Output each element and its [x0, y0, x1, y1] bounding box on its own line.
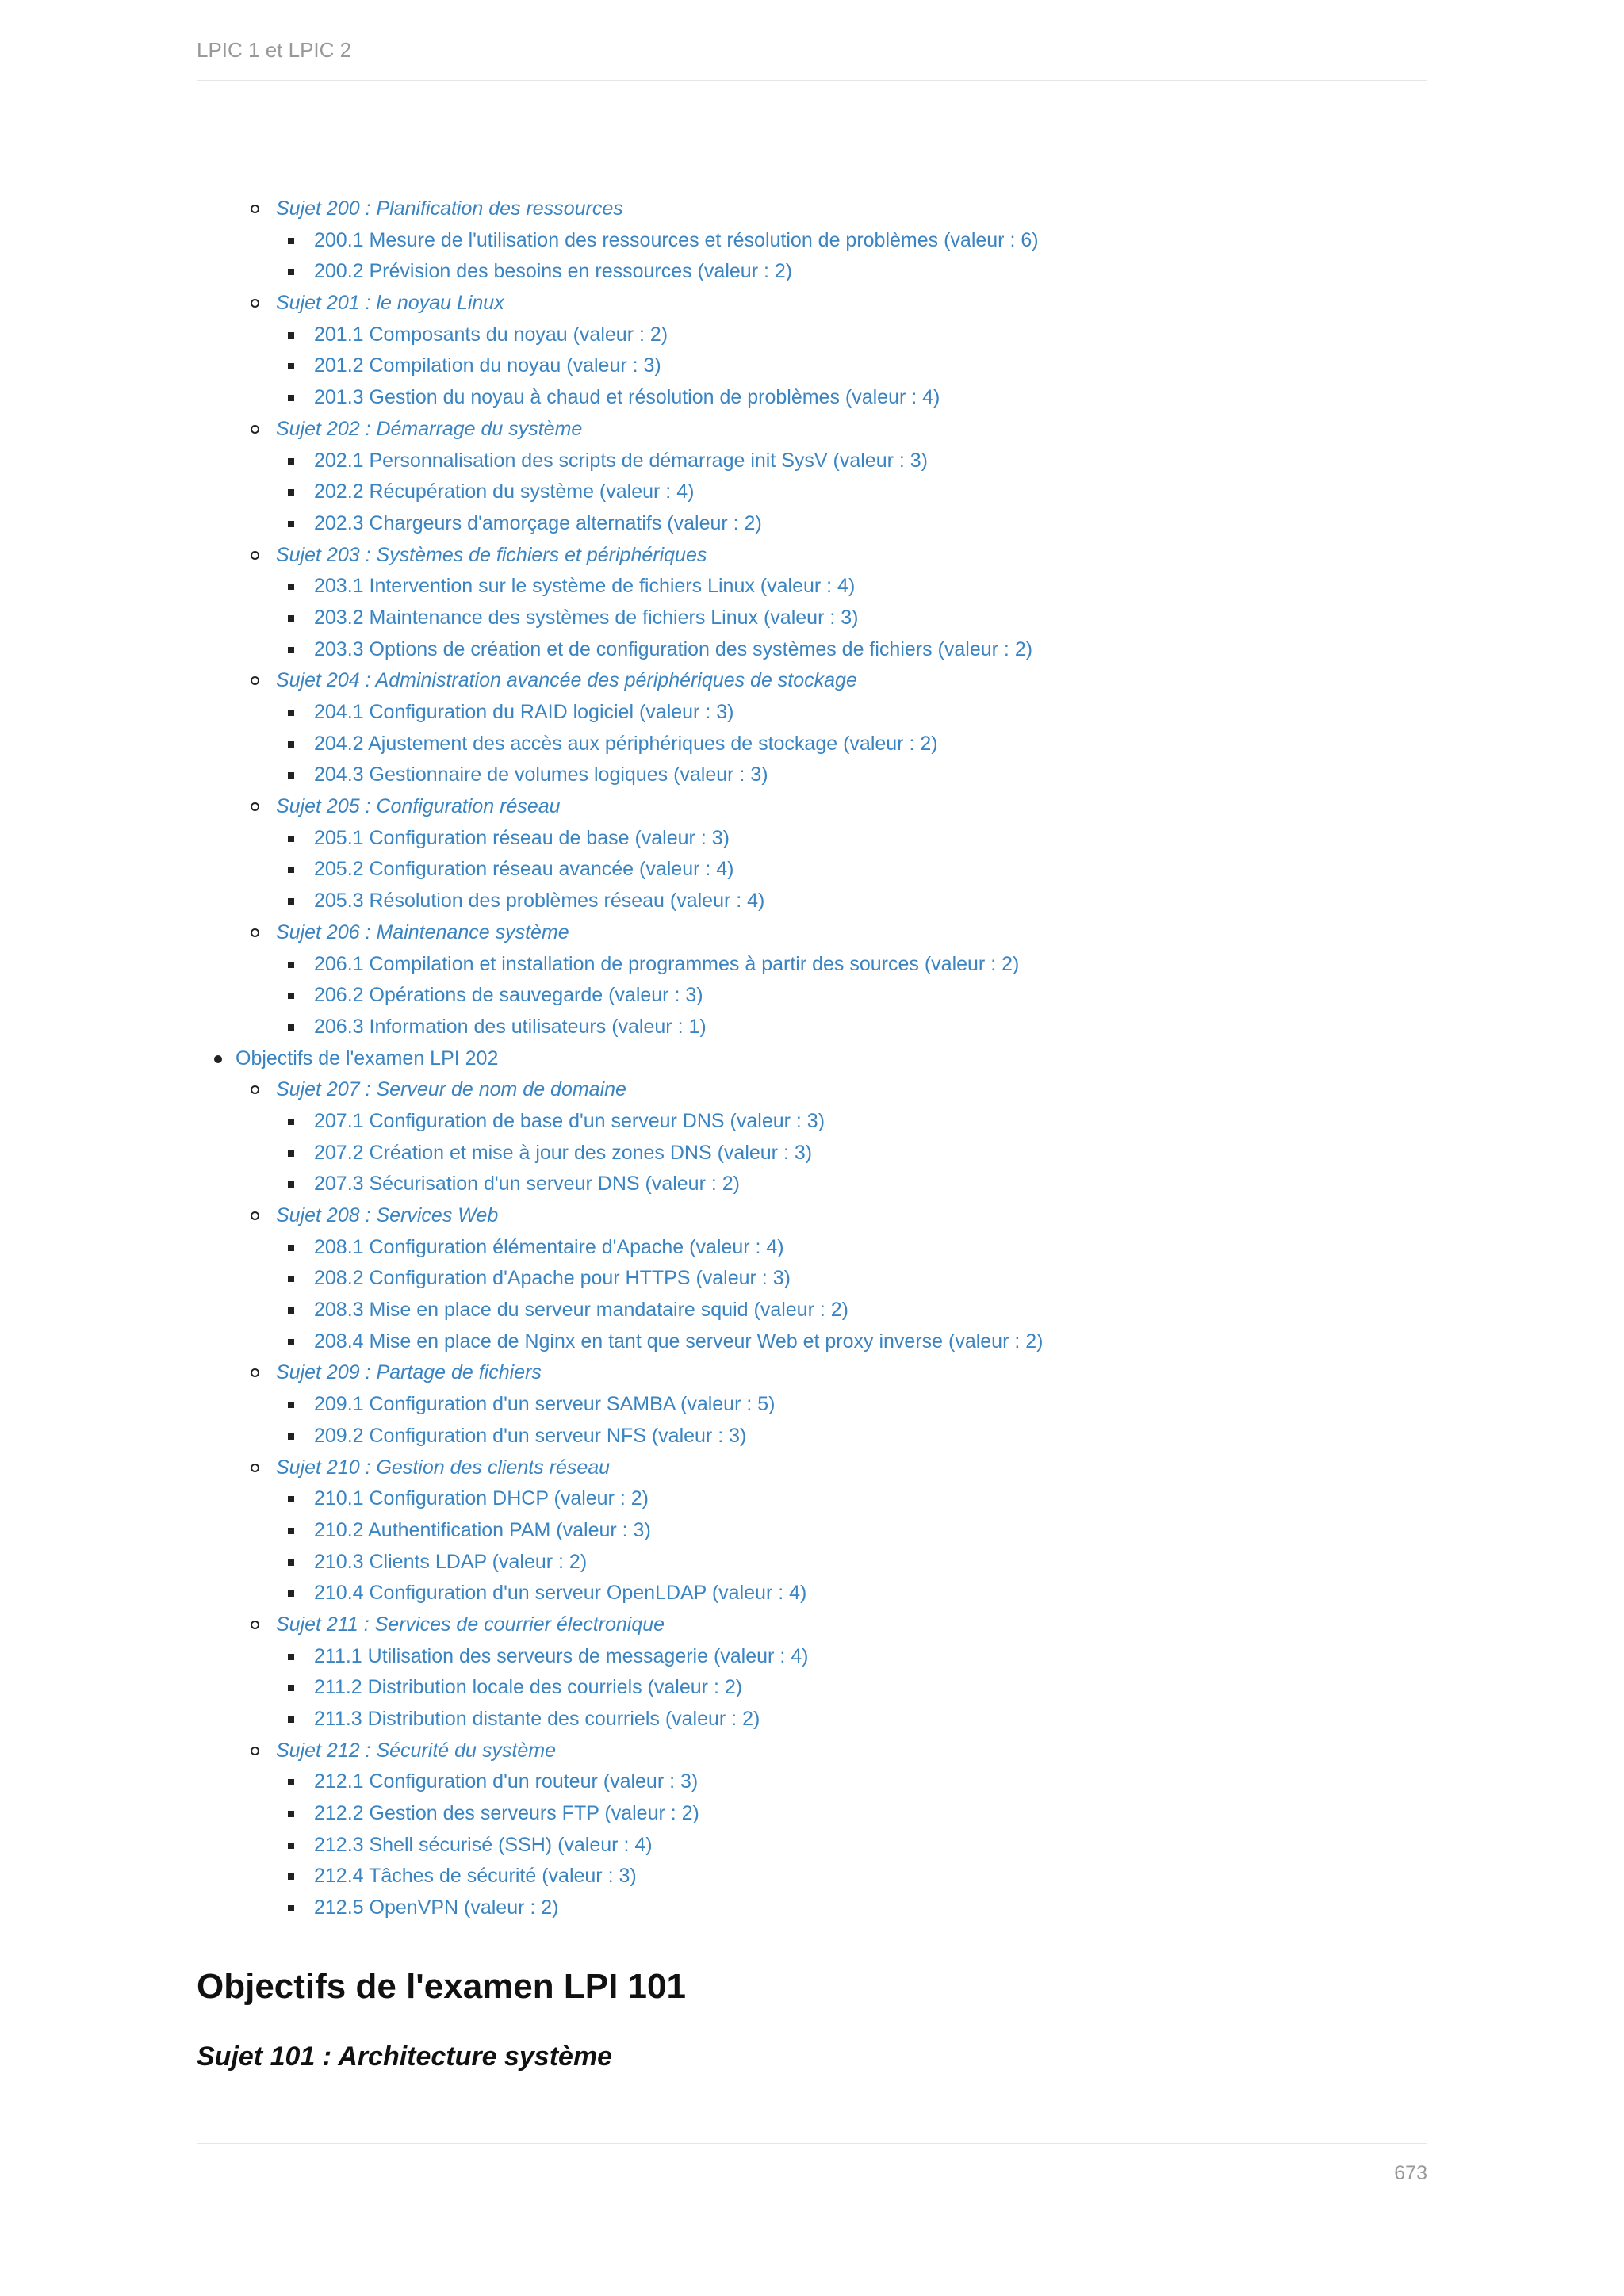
toc-link[interactable]: Sujet 211 : Services de courrier électronique — [276, 1613, 665, 1636]
toc-link[interactable]: 205.2 Configuration réseau avancée (valeur : 4) — [314, 858, 734, 881]
toc-item-level-3[interactable] — [197, 1798, 1427, 1830]
toc-link[interactable]: 210.2 Authentification PAM (valeur : 3) — [314, 1518, 651, 1541]
toc-link[interactable]: Objectifs de l'examen LPI 202 — [236, 1047, 499, 1070]
circle-bullet-icon — [251, 1464, 259, 1472]
toc-item-level-3[interactable] — [197, 1547, 1427, 1578]
toc-link[interactable]: 210.3 Clients LDAP (valeur : 2) — [314, 1550, 588, 1573]
square-bullet-icon — [288, 269, 294, 275]
toc-item-level-2[interactable] — [197, 791, 1427, 823]
toc-item-level-3[interactable] — [197, 508, 1427, 540]
toc-link[interactable]: 212.5 OpenVPN (valeur : 2) — [314, 1896, 559, 1919]
toc-item-level-2[interactable] — [197, 414, 1427, 446]
circle-bullet-icon — [251, 676, 259, 685]
toc-link[interactable]: 204.3 Gestionnaire de volumes logiques (valeur : 3) — [314, 763, 768, 786]
square-bullet-icon — [288, 1873, 294, 1880]
toc-item-level-3[interactable] — [197, 603, 1427, 634]
toc-link[interactable]: 203.1 Intervention sur le système de fichiers Linux (valeur : 4) — [314, 575, 856, 598]
toc-link[interactable]: 211.2 Distribution locale des courriels (valeur : 2) — [314, 1676, 743, 1699]
toc-link[interactable]: 208.2 Configuration d'Apache pour HTTPS (valeur : 3) — [314, 1267, 791, 1290]
square-bullet-icon — [288, 710, 294, 716]
section-heading: Objectifs de l'examen LPI 101 — [197, 1967, 686, 2006]
toc-item-level-3[interactable] — [197, 949, 1427, 981]
square-bullet-icon — [288, 1245, 294, 1251]
toc-item-level-3[interactable] — [197, 225, 1427, 257]
toc-item-level-2[interactable] — [197, 917, 1427, 949]
table-of-contents — [197, 193, 1427, 1924]
toc-item-level-3[interactable] — [197, 476, 1427, 508]
toc-link[interactable]: 201.3 Gestion du noyau à chaud et résolution de problèmes (valeur : 4) — [314, 386, 940, 409]
toc-link[interactable]: Sujet 209 : Partage de fichiers — [276, 1361, 542, 1384]
circle-bullet-icon — [251, 1747, 259, 1755]
toc-item-level-3[interactable] — [197, 760, 1427, 791]
toc-item-level-3[interactable] — [197, 1106, 1427, 1138]
square-bullet-icon — [288, 962, 294, 968]
toc-link[interactable]: 206.2 Opérations de sauvegarde (valeur : 3) — [314, 984, 703, 1007]
circle-bullet-icon — [251, 1211, 259, 1220]
square-bullet-icon — [288, 458, 294, 465]
square-bullet-icon — [288, 1339, 294, 1345]
square-bullet-icon — [288, 1843, 294, 1849]
toc-link[interactable]: 212.3 Shell sécurisé (SSH) (valeur : 4) — [314, 1833, 653, 1856]
toc-link[interactable]: 205.3 Résolution des problèmes réseau (valeur : 4) — [314, 890, 765, 913]
toc-item-level-3[interactable] — [197, 1641, 1427, 1673]
toc-link[interactable]: Sujet 212 : Sécurité du système — [276, 1739, 556, 1762]
toc-link[interactable]: 208.1 Configuration élémentaire d'Apache (valeur : 4) — [314, 1235, 784, 1258]
disc-bullet-icon — [214, 1055, 222, 1063]
square-bullet-icon — [288, 1150, 294, 1157]
running-title: LPIC 1 et LPIC 2 — [197, 38, 352, 62]
toc-link[interactable]: 210.1 Configuration DHCP (valeur : 2) — [314, 1487, 649, 1510]
toc-link[interactable]: 204.2 Ajustement des accès aux périphériques de stockage (valeur : 2) — [314, 732, 938, 755]
circle-bullet-icon — [251, 1085, 259, 1094]
square-bullet-icon — [288, 1905, 294, 1911]
toc-link[interactable]: 202.1 Personnalisation des scripts de démarrage init SysV (valeur : 3) — [314, 449, 928, 472]
toc-link[interactable]: 201.1 Composants du noyau (valeur : 2) — [314, 323, 668, 346]
square-bullet-icon — [288, 993, 294, 999]
toc-item-level-3[interactable] — [197, 446, 1427, 477]
toc-link[interactable]: 210.4 Configuration d'un serveur OpenLDAP (valeur : 4) — [314, 1582, 807, 1605]
toc-item-level-3[interactable] — [197, 256, 1427, 288]
toc-link[interactable]: 207.1 Configuration de base d'un serveur DNS (valeur : 3) — [314, 1109, 825, 1132]
toc-link[interactable]: 202.2 Récupération du système (valeur : 4) — [314, 480, 695, 503]
square-bullet-icon — [288, 1559, 294, 1566]
square-bullet-icon — [288, 898, 294, 905]
toc-link[interactable]: 206.3 Information des utilisateurs (valeur : 1) — [314, 1015, 707, 1038]
square-bullet-icon — [288, 867, 294, 873]
toc-link[interactable]: 211.1 Utilisation des serveurs de messagerie (valeur : 4) — [314, 1644, 809, 1667]
toc-link[interactable]: 209.2 Configuration d'un serveur NFS (valeur : 3) — [314, 1424, 747, 1447]
toc-item-level-3[interactable] — [197, 1830, 1427, 1862]
toc-item-level-3[interactable] — [197, 320, 1427, 351]
toc-item-level-2[interactable] — [197, 665, 1427, 697]
square-bullet-icon — [288, 647, 294, 653]
toc-item-level-3[interactable] — [197, 1421, 1427, 1452]
toc-item-level-3[interactable] — [197, 1672, 1427, 1704]
toc-link[interactable]: 205.1 Configuration réseau de base (valeur : 3) — [314, 826, 730, 849]
toc-link[interactable]: Sujet 201 : le noyau Linux — [276, 292, 504, 315]
toc-item-level-3[interactable] — [197, 697, 1427, 729]
circle-bullet-icon — [251, 1621, 259, 1629]
circle-bullet-icon — [251, 425, 259, 434]
toc-item-level-2[interactable] — [197, 1074, 1427, 1106]
toc-link[interactable]: 208.4 Mise en place de Nginx en tant que serveur Web et proxy inverse (valeur : 2) — [314, 1330, 1044, 1353]
toc-item-level-2[interactable] — [197, 1200, 1427, 1232]
toc-item-level-2[interactable] — [197, 1357, 1427, 1389]
toc-item-level-3[interactable] — [197, 1232, 1427, 1264]
toc-item-level-3[interactable] — [197, 1483, 1427, 1515]
square-bullet-icon — [288, 741, 294, 748]
toc-item-level-3[interactable] — [197, 1892, 1427, 1924]
square-bullet-icon — [288, 1181, 294, 1188]
toc-item-level-1[interactable] — [197, 1043, 1427, 1075]
toc-link[interactable]: Sujet 206 : Maintenance système — [276, 920, 569, 943]
circle-bullet-icon — [251, 299, 259, 308]
toc-link[interactable]: 200.2 Prévision des besoins en ressources (valeur : 2) — [314, 260, 793, 283]
toc-item-level-3[interactable] — [197, 1263, 1427, 1295]
toc-link[interactable]: Sujet 208 : Services Web — [276, 1204, 499, 1226]
square-bullet-icon — [288, 1590, 294, 1597]
square-bullet-icon — [288, 1402, 294, 1408]
toc-link[interactable]: 202.3 Chargeurs d'amorçage alternatifs (valeur : 2) — [314, 511, 762, 534]
toc-list — [197, 193, 1427, 1924]
toc-link[interactable]: Sujet 210 : Gestion des clients réseau — [276, 1456, 611, 1479]
square-bullet-icon — [288, 1024, 294, 1031]
square-bullet-icon — [288, 238, 294, 244]
circle-bullet-icon — [251, 1368, 259, 1377]
toc-item-level-3[interactable] — [197, 980, 1427, 1012]
circle-bullet-icon — [251, 205, 259, 213]
toc-item-level-2[interactable] — [197, 193, 1427, 225]
square-bullet-icon — [288, 1811, 294, 1817]
square-bullet-icon — [288, 772, 294, 779]
toc-link[interactable]: 211.3 Distribution distante des courriels (valeur : 2) — [314, 1708, 760, 1730]
circle-bullet-icon — [251, 551, 259, 560]
toc-item-level-3[interactable] — [197, 571, 1427, 603]
toc-item-level-3[interactable] — [197, 1766, 1427, 1798]
toc-link[interactable]: 212.4 Tâches de sécurité (valeur : 3) — [314, 1865, 637, 1888]
square-bullet-icon — [288, 1716, 294, 1723]
toc-item-level-3[interactable] — [197, 1861, 1427, 1892]
toc-item-level-3[interactable] — [197, 1295, 1427, 1326]
toc-link[interactable]: 212.1 Configuration d'un routeur (valeur : 3) — [314, 1770, 699, 1793]
square-bullet-icon — [288, 1654, 294, 1660]
toc-item-level-2[interactable] — [197, 1452, 1427, 1484]
square-bullet-icon — [288, 395, 294, 401]
square-bullet-icon — [288, 363, 294, 369]
square-bullet-icon — [288, 1528, 294, 1534]
toc-link[interactable]: 203.3 Options de création et de configuration des systèmes de fichiers (valeur : 2) — [314, 637, 1033, 660]
toc-link[interactable]: 204.1 Configuration du RAID logiciel (valeur : 3) — [314, 701, 734, 723]
square-bullet-icon — [288, 584, 294, 590]
toc-item-level-2[interactable] — [197, 288, 1427, 320]
square-bullet-icon — [288, 489, 294, 496]
square-bullet-icon — [288, 615, 294, 622]
square-bullet-icon — [288, 1276, 294, 1282]
toc-item-level-2[interactable] — [197, 1609, 1427, 1641]
toc-item-level-3[interactable] — [197, 886, 1427, 917]
toc-item-level-3[interactable] — [197, 1169, 1427, 1200]
toc-item-level-3[interactable] — [197, 1515, 1427, 1547]
toc-item-level-3[interactable] — [197, 382, 1427, 414]
square-bullet-icon — [288, 1685, 294, 1691]
toc-link[interactable]: Sujet 202 : Démarrage du système — [276, 417, 583, 440]
square-bullet-icon — [288, 1119, 294, 1125]
toc-link[interactable]: 203.2 Maintenance des systèmes de fichiers Linux (valeur : 3) — [314, 606, 859, 629]
toc-link[interactable]: Sujet 203 : Systèmes de fichiers et périphériques — [276, 543, 707, 566]
toc-link[interactable]: 200.1 Mesure de l'utilisation des ressources et résolution de problèmes (valeur : 6) — [314, 228, 1039, 251]
toc-link[interactable]: 207.3 Sécurisation d'un serveur DNS (valeur : 2) — [314, 1173, 740, 1196]
page-header — [197, 38, 1427, 81]
toc-link[interactable]: 206.1 Compilation et installation de programmes à partir des sources (valeur : 2) — [314, 952, 1020, 975]
toc-item-level-3[interactable] — [197, 1138, 1427, 1169]
toc-item-level-3[interactable] — [197, 1326, 1427, 1358]
square-bullet-icon — [288, 332, 294, 339]
square-bullet-icon — [288, 521, 294, 527]
toc-item-level-3[interactable] — [197, 1578, 1427, 1609]
section-subheading: Sujet 101 : Architecture système — [197, 2042, 613, 2072]
square-bullet-icon — [288, 1496, 294, 1502]
toc-link[interactable]: 207.2 Création et mise à jour des zones DNS (valeur : 3) — [314, 1141, 813, 1164]
toc-item-level-3[interactable] — [197, 729, 1427, 760]
toc-link[interactable]: Sujet 204 : Administration avancée des périphériques de stockage — [276, 669, 857, 692]
toc-item-level-3[interactable] — [197, 1012, 1427, 1043]
toc-link[interactable]: Sujet 207 : Serveur de nom de domaine — [276, 1078, 626, 1101]
square-bullet-icon — [288, 836, 294, 842]
toc-item-level-2[interactable] — [197, 1735, 1427, 1767]
toc-item-level-3[interactable] — [197, 1704, 1427, 1735]
toc-item-level-3[interactable] — [197, 350, 1427, 382]
square-bullet-icon — [288, 1433, 294, 1440]
toc-link[interactable]: 212.2 Gestion des serveurs FTP (valeur : 2) — [314, 1802, 699, 1825]
square-bullet-icon — [288, 1779, 294, 1785]
circle-bullet-icon — [251, 928, 259, 937]
toc-link[interactable]: 209.1 Configuration d'un serveur SAMBA (valeur : 5) — [314, 1393, 776, 1416]
toc-item-level-3[interactable] — [197, 634, 1427, 666]
page-footer — [197, 2143, 1427, 2184]
toc-link[interactable]: Sujet 200 : Planification des ressources — [276, 197, 623, 220]
toc-item-level-3[interactable] — [197, 854, 1427, 886]
toc-item-level-3[interactable] — [197, 1389, 1427, 1421]
page-number: 673 — [1394, 2162, 1427, 2184]
square-bullet-icon — [288, 1307, 294, 1314]
toc-link[interactable]: 201.2 Compilation du noyau (valeur : 3) — [314, 354, 661, 377]
circle-bullet-icon — [251, 802, 259, 811]
toc-item-level-3[interactable] — [197, 823, 1427, 855]
toc-item-level-2[interactable] — [197, 540, 1427, 572]
toc-link[interactable]: Sujet 205 : Configuration réseau — [276, 795, 561, 818]
toc-link[interactable]: 208.3 Mise en place du serveur mandataire squid (valeur : 2) — [314, 1299, 848, 1322]
